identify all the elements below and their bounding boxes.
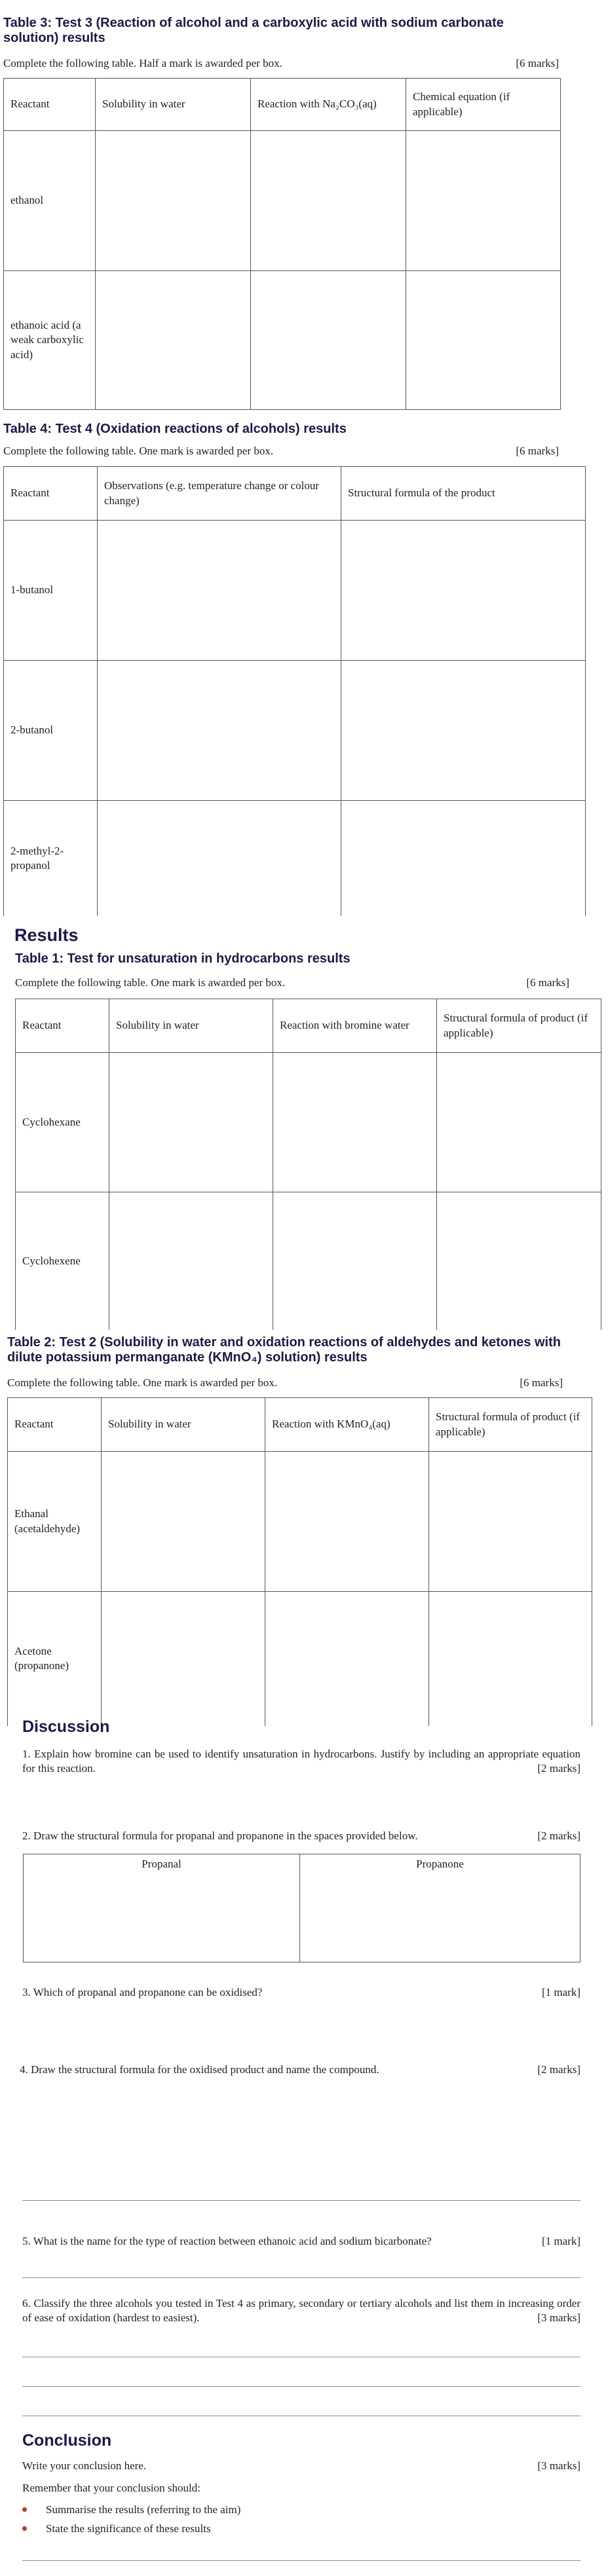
table4-cell[interactable] [341, 521, 586, 661]
table-row [4, 467, 586, 521]
results-heading: Results [14, 925, 79, 945]
table3-row-ethanoic-acid: ethanoic acid (a weak carboxylic acid) [4, 271, 96, 410]
table3-marks: [6 marks] [516, 57, 559, 69]
question-1-marks: [2 marks] [537, 1762, 580, 1775]
question-4-marks: [2 marks] [537, 2063, 580, 2076]
discussion-section [22, 1717, 109, 1737]
table1-row-cyclohexane: Cyclohexane [16, 1053, 109, 1192]
table-row [8, 1452, 592, 1592]
conclusion-instruction-row [22, 2459, 580, 2473]
table-row [16, 1192, 601, 1330]
table2-header-reaction: Reaction with KMnO₄(aq) [265, 1398, 429, 1452]
table2-title [7, 1335, 571, 1365]
table3-row-ethanol: ethanol [4, 131, 96, 271]
table3-header-reactant: Reactant [4, 79, 96, 131]
table3-cell[interactable] [251, 131, 406, 271]
question-4-text: 4. Draw the structural formula for the oxidised product and name the compound. [20, 2063, 379, 2076]
table1-cell[interactable] [109, 1192, 273, 1330]
conclusion-heading: Conclusion [22, 2431, 112, 2450]
question-6-text: 6. Classify the three alcohols you tested in Test 4 as primary, secondary or tertiary alcohols and list them in increasing order of ease of oxidation (hardest to easiest). [22, 2297, 580, 2325]
table-row [4, 661, 586, 801]
table2-cell[interactable] [265, 1592, 429, 1726]
table3 [3, 78, 561, 410]
question-2-text: 2. Draw the structural formula for propanal and propanone in the spaces provided below. [22, 1830, 418, 1842]
table4-header-reactant: Reactant [4, 467, 98, 521]
table1-cell[interactable] [273, 1053, 437, 1192]
conclusion-bullet-text: State the significance of these results [46, 2522, 211, 2535]
table1-header-reactant: Reactant [16, 999, 109, 1053]
table1-title [15, 951, 592, 966]
table3-header-reaction: Reaction with Na₂CO₃(aq) [251, 79, 406, 131]
table4-cell[interactable] [341, 661, 586, 801]
question-3 [22, 1985, 580, 2000]
question-4-answer-line[interactable] [22, 2200, 580, 2201]
table3-cell[interactable] [96, 271, 251, 410]
question-3-marks: [1 mark] [541, 1986, 580, 1998]
table4-marks: [6 marks] [516, 445, 559, 457]
table2-cell[interactable] [429, 1452, 592, 1592]
table1-row-cyclohexene: Cyclohexene [16, 1192, 109, 1330]
table4-header-formula: Structural formula of the product [341, 467, 586, 521]
table4 [3, 466, 586, 916]
table4-title [3, 422, 580, 437]
table4-row-2-methyl-2-propanol: 2-methyl-2-propanol [4, 801, 98, 916]
propanone-drawing-box[interactable] [300, 1854, 580, 1962]
propanone-label: Propanone [416, 1858, 464, 1870]
table2-instruction-row [7, 1376, 563, 1389]
table1-cell[interactable] [437, 1192, 601, 1330]
table1 [15, 999, 601, 1330]
table1-header-reaction: Reaction with bromine water [273, 999, 437, 1053]
table4-cell[interactable] [98, 661, 341, 801]
propanal-label: Propanal [142, 1858, 181, 1870]
table3-cell[interactable] [406, 271, 561, 410]
table2-cell[interactable] [429, 1592, 592, 1726]
table-row [16, 999, 601, 1053]
question-5-text: 5. What is the name for the type of reaction between ethanoic acid and sodium bicarbonate? [22, 2235, 432, 2247]
question-2-drawing-table [23, 1854, 580, 1962]
conclusion-instruction: Write your conclusion here. [22, 2459, 147, 2472]
table3-header-equation: Chemical equation (if applicable) [406, 79, 561, 131]
table-row [8, 1592, 592, 1726]
conclusion-answer-line[interactable] [22, 2560, 580, 2561]
question-4 [20, 2063, 580, 2077]
table3-heading: Table 3: Test 3 (Reaction of alcohol and a carboxylic acid with sodium carbonate solution) results [3, 16, 504, 45]
table3-cell[interactable] [406, 131, 561, 271]
table3-instruction-row [3, 56, 559, 70]
table1-header-solubility: Solubility in water [109, 999, 273, 1053]
table3-header-solubility: Solubility in water [96, 79, 251, 131]
table-row [16, 1053, 601, 1192]
list-item [22, 2522, 240, 2535]
question-2 [22, 1829, 580, 1843]
table4-header-observations: Observations (e.g. temperature change or colour change) [98, 467, 341, 521]
results-section [14, 925, 79, 947]
table2-row-ethanal: Ethanal (acetaldehyde) [8, 1452, 102, 1592]
question-5 [22, 2234, 580, 2249]
table2-marks: [6 marks] [520, 1376, 563, 1389]
table3-cell[interactable] [96, 131, 251, 271]
table-row [4, 79, 561, 131]
table4-instruction: Complete the following table. One mark is awarded per box. [3, 445, 274, 457]
table2-header-reactant: Reactant [8, 1398, 102, 1452]
table2-cell[interactable] [265, 1452, 429, 1592]
table1-instruction-row [15, 976, 569, 989]
question-6-answer-line[interactable] [22, 2386, 580, 2387]
table1-instruction: Complete the following table. One mark is awarded per box. [15, 976, 286, 989]
table-row [4, 801, 586, 916]
table3-cell[interactable] [251, 271, 406, 410]
list-item [22, 2503, 240, 2516]
table1-header-formula: Structural formula of product (if applicable) [437, 999, 601, 1053]
table4-row-1-butanol: 1-butanol [4, 521, 98, 661]
table4-cell[interactable] [341, 801, 586, 916]
conclusion-section [22, 2431, 111, 2451]
table4-heading: Table 4: Test 4 (Oxidation reactions of alcohols) results [3, 422, 347, 436]
bullet-icon [22, 2526, 27, 2531]
table2-row-acetone: Acetone (propanone) [8, 1592, 102, 1726]
table2-instruction: Complete the following table. One mark is awarded per box. [7, 1376, 278, 1389]
table-row [24, 1854, 580, 1962]
table3-title [3, 16, 560, 46]
conclusion-bullet-list [22, 2503, 240, 2541]
bullet-icon [22, 2507, 27, 2512]
table4-cell[interactable] [98, 801, 341, 916]
conclusion-bullet-text: Summarise the results (referring to the aim) [46, 2503, 241, 2516]
table2-header-formula: Structural formula of product (if applicable) [429, 1398, 592, 1452]
conclusion-marks: [3 marks] [537, 2459, 580, 2472]
table2-header-solubility: Solubility in water [102, 1398, 265, 1452]
question-6-marks: [3 marks] [537, 2311, 580, 2324]
table1-cell[interactable] [273, 1192, 437, 1330]
table2 [7, 1397, 592, 1726]
table2-cell[interactable] [102, 1452, 265, 1592]
table1-cell[interactable] [437, 1053, 601, 1192]
table2-heading: Table 2: Test 2 (Solubility in water and oxidation reactions of aldehydes and ketones with dilute potassium permanganate (KMnO₄) solution) results [7, 1335, 561, 1365]
question-1-text: 1. Explain how bromine can be used to identify unsaturation in hydrocarbons. Justify by including an appropriate equation for this reaction. [22, 1748, 580, 1775]
question-1 [22, 1747, 580, 1776]
propanal-drawing-box[interactable] [24, 1854, 300, 1962]
question-2-marks: [2 marks] [537, 1830, 580, 1842]
table-row [4, 131, 561, 271]
table-row [4, 521, 586, 661]
table1-marks: [6 marks] [526, 976, 569, 989]
question-5-answer-line[interactable] [22, 2277, 580, 2278]
conclusion-remember [22, 2481, 580, 2495]
table3-instruction: Complete the following table. Half a mark is awarded per box. [3, 57, 282, 69]
table1-heading: Table 1: Test for unsaturation in hydrocarbons results [15, 951, 351, 966]
table4-instruction-row [3, 444, 559, 458]
table4-cell[interactable] [98, 521, 341, 661]
question-5-marks: [1 mark] [541, 2235, 580, 2247]
table1-cell[interactable] [109, 1053, 273, 1192]
discussion-heading: Discussion [22, 1718, 110, 1736]
table4-row-2-butanol: 2-butanol [4, 661, 98, 801]
question-6 [22, 2296, 580, 2325]
conclusion-remember-text: Remember that your conclusion should: [22, 2482, 200, 2494]
question-3-text: 3. Which of propanal and propanone can be oxidised? [22, 1986, 263, 1998]
table-row [8, 1398, 592, 1452]
table-row [4, 271, 561, 410]
table2-cell[interactable] [102, 1592, 265, 1726]
